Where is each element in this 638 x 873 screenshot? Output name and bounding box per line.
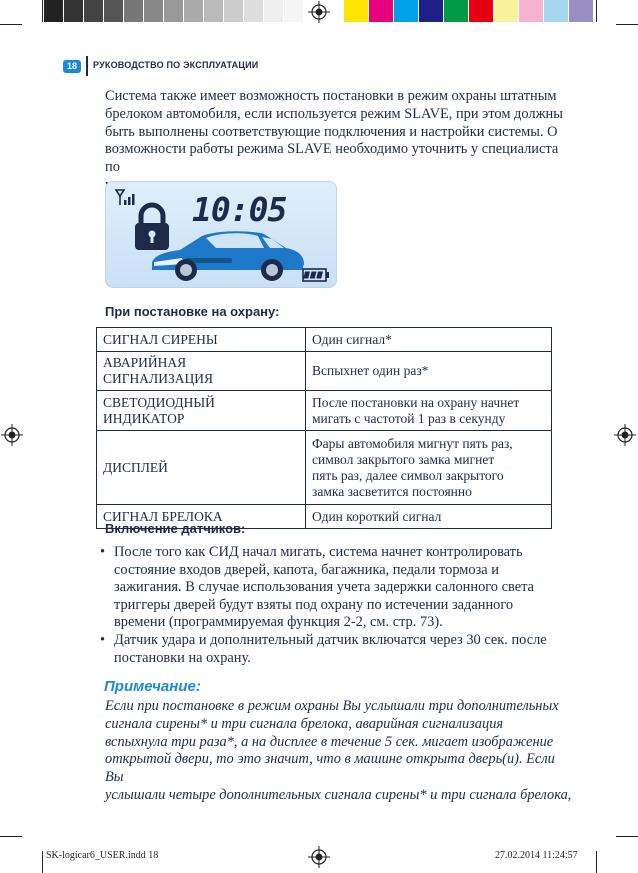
color-swatch <box>204 0 223 22</box>
remote-lcd-display <box>105 181 337 288</box>
arming-heading: При постановке на охрану: <box>105 304 280 319</box>
registration-mark-icon <box>1 424 23 446</box>
color-swatch <box>344 0 368 22</box>
color-swatch <box>64 0 83 22</box>
table-cell-value: Фары автомобиля мигнут пять раз, символ закрытого замка мигнет пять раз, далее символ закрытого замка засветится постоянно <box>306 431 552 505</box>
text-line: быть выполнены соответствующие подключения и настройки системы. О <box>105 123 558 140</box>
color-swatch <box>569 0 593 22</box>
color-swatch <box>419 0 443 22</box>
table-cell-value: Один короткий сигнал <box>306 505 552 529</box>
color-swatch <box>394 0 418 22</box>
table-cell-label: СВЕТОДИОДНЫЙ ИНДИКАТОР <box>97 391 306 431</box>
bullet-icon: • <box>100 631 106 648</box>
color-swatch <box>544 0 568 22</box>
color-swatch <box>84 0 103 22</box>
crop-mark <box>0 836 22 837</box>
registration-mark-icon <box>614 424 636 446</box>
footer-timestamp: 27.02.2014 11:24:57 <box>495 850 578 861</box>
table-cell-label: СИГНАЛ БРЕЛОКА <box>97 505 306 529</box>
table-row <box>97 352 552 391</box>
lcd-time: 10:05 <box>192 190 287 229</box>
table-cell-label: ДИСПЛЕЙ <box>97 431 306 505</box>
color-swatch <box>264 0 283 22</box>
color-swatch <box>44 0 63 22</box>
color-swatch <box>144 0 163 22</box>
text-line: Если при постановке в режим охраны Вы услышали три дополнительных <box>105 698 559 714</box>
text-line: вспыхнула три раза*, а на дисплее в течение 5 сек. мигает изображение <box>105 733 554 750</box>
header-divider <box>86 56 88 76</box>
list-item: • После того как СИД начал мигать, система начнет контролировать состояние входов дверей, капота, багажника, педали тормоза и зажигания. В случае использования учета задержки салонного света триггеры дверей будут взяты под охрану по истечении заданного времени (программируемая функция 2-2, см. стр. 73). <box>100 544 534 631</box>
color-swatch <box>469 0 493 22</box>
color-swatch <box>444 0 468 22</box>
sensors-heading: Включение датчиков: <box>105 521 246 536</box>
note-heading: Примечание: <box>104 678 201 695</box>
text-line: Система также имеет возможность постановки в режим охраны штатным <box>105 88 557 104</box>
arming-table <box>96 327 552 529</box>
color-swatch <box>124 0 143 22</box>
text-line: возможности работы режима SLAVE необходимо уточнить у специалиста по <box>105 141 559 176</box>
crop-mark <box>616 24 638 25</box>
table-cell-value: Вспыхнет один раз* <box>306 352 552 391</box>
table-cell-value: После постановки на охрану начнет мигать с частотой 1 раз в секунду <box>306 391 552 431</box>
bullet-icon: • <box>100 544 106 560</box>
intro-paragraph <box>105 88 575 195</box>
table-cell-label: СИГНАЛ СИРЕНЫ <box>97 328 306 352</box>
table-row <box>97 431 552 505</box>
table-row <box>97 328 552 352</box>
registration-mark-icon <box>308 846 330 868</box>
table-cell-value: Один сигнал* <box>306 328 552 352</box>
text-line: брелоком автомобиля, если используется режим SLAVE, при этом должны <box>105 105 563 122</box>
crop-mark <box>42 851 43 873</box>
crop-mark <box>0 24 22 25</box>
table-row <box>97 391 552 431</box>
color-swatch <box>494 0 518 22</box>
note-paragraph <box>105 698 575 805</box>
color-swatch <box>224 0 243 22</box>
battery-icon <box>302 268 330 282</box>
color-swatch <box>184 0 203 22</box>
color-swatch <box>519 0 543 22</box>
color-swatch <box>369 0 393 22</box>
crop-mark <box>42 0 43 22</box>
footer-filename: SK-logicar6_USER.indd 18 <box>46 850 159 861</box>
crop-mark <box>596 0 597 22</box>
sensors-list <box>96 544 566 667</box>
crop-mark <box>616 836 638 837</box>
color-swatch <box>284 0 303 22</box>
car-icon <box>146 228 308 284</box>
page-number: 18 <box>63 60 81 73</box>
text-line: услышали четыре дополнительных сигнала сирены* и три сигнала брелока, <box>105 786 572 803</box>
text-line: сигнала сирены* и три сигнала брелока, аварийная сигнализация <box>105 715 504 732</box>
crop-mark <box>596 851 597 873</box>
table-cell-label: АВАРИЙНАЯ СИГНАЛИЗАЦИЯ <box>97 352 306 391</box>
color-swatch <box>164 0 183 22</box>
section-title: РУКОВОДСТВО ПО ЭКСПЛУАТАЦИИ <box>93 60 259 70</box>
list-item: • Датчик удара и дополнительный датчик включатся через 30 сек. после постановки на охрану. <box>100 631 547 666</box>
registration-mark-icon <box>308 1 330 23</box>
color-swatch <box>244 0 263 22</box>
color-swatch <box>104 0 123 22</box>
text-line: открытой двери, то это значит, что в машине открыта дверь(и). Если Вы <box>105 751 555 786</box>
